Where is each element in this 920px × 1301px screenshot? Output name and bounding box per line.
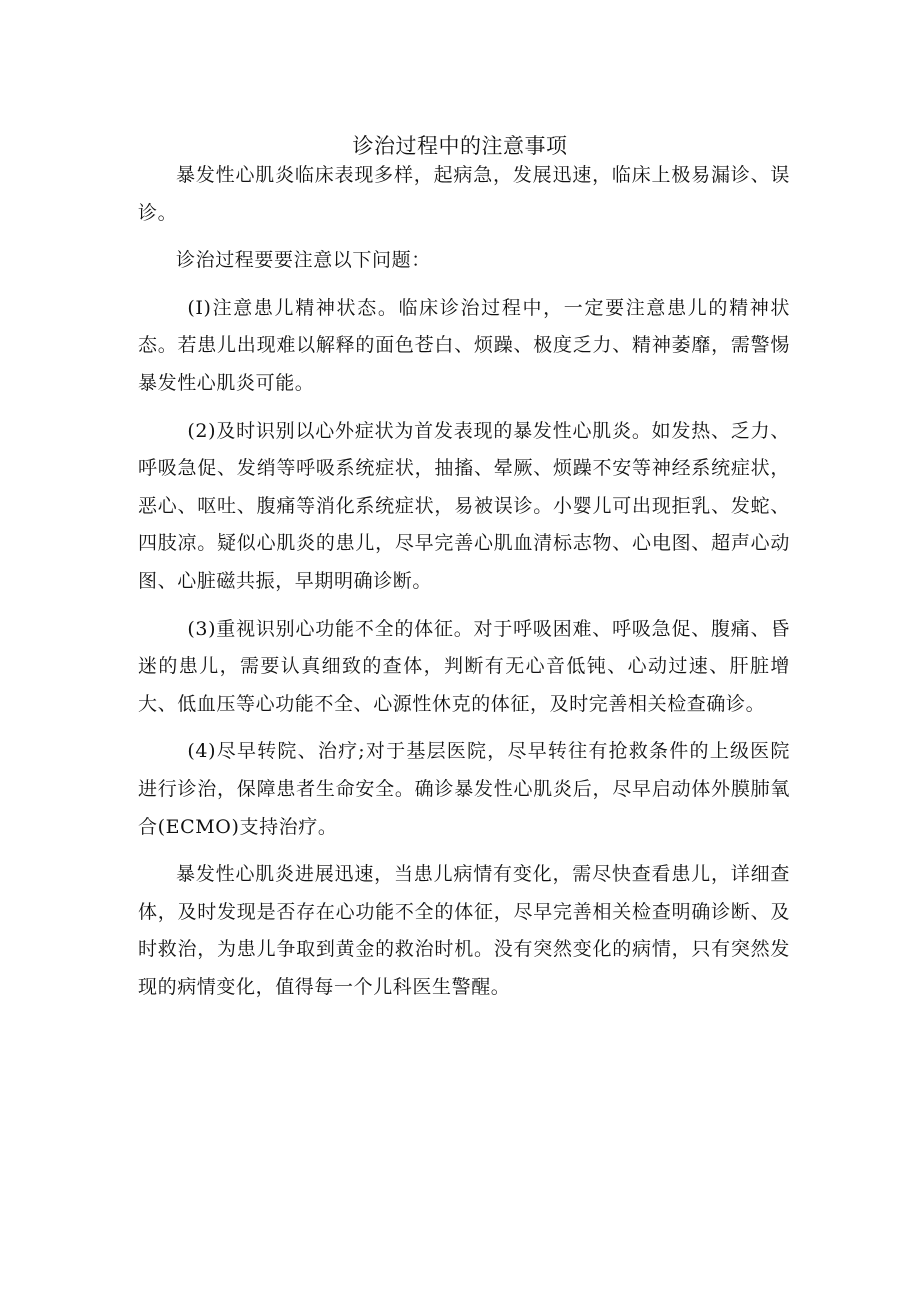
- list-item-paragraph: (I)注意患儿精神状态。临床诊治过程中，一定要注意患儿的精神状态。若患儿出现难以解释的面色苍白、烦躁、极度乏力、精神萎靡，需警惕暴发性心肌炎可能。: [138, 296, 790, 394]
- list-item-paragraph: (2)及时识别以心外症状为首发表现的暴发性心肌炎。如发热、乏力、呼吸急促、发绡等呼吸系统症状，抽搐、晕厥、烦躁不安等神经系统症状，恶心、呕吐、腹痛等消化系统症状，易被误诊。小婴儿可出现拒乳、发蛇、四肢凉。疑似心肌炎的患儿，尽早完善心肌血清标志物、心电图、超声心动图、心脏磁共振，早期明确诊断。: [138, 419, 790, 592]
- page-title: 诊治过程中的注意事项: [352, 134, 568, 159]
- list-item-paragraph: (3)重视识别心功能不全的体征。对于呼吸困难、呼吸急促、腹痛、昏迷的患儿，需要认真细致的查体，判断有无心音低钝、心动过速、肝脏增大、低血压等心功能不全、心源性休克的体征，及时完善相关检查确诊。: [138, 617, 790, 715]
- conclusion-paragraph: 暴发性心肌炎进展迅速，当患儿病情有变化，需尽快查看患儿，详细查体，及时发现是否存在心功能不全的体征，尽早完善相关检查明确诊断、及时救治，为患儿争取到黄金的救治时机。没有突然变化的病情，只有突然发现的病情变化，值得每一个儿科医生警醒。: [138, 863, 790, 998]
- list-intro-paragraph: 诊治过程要要注意以下问题：: [176, 249, 431, 272]
- list-item-paragraph: (4)尽早转院、治疗;对于基层医院，尽早转往有抢救条件的上级医院进行诊治，保障患者生命安全。确诊暴发性心肌炎后，尽早启动体外膜肺氧合(ECMO)支持治疗。: [138, 740, 790, 838]
- intro-paragraph: 暴发性心肌炎临床表现多样，起病急，发展迅速，临床上极易漏诊、误诊。: [138, 164, 790, 224]
- document-body: [138, 157, 790, 1006]
